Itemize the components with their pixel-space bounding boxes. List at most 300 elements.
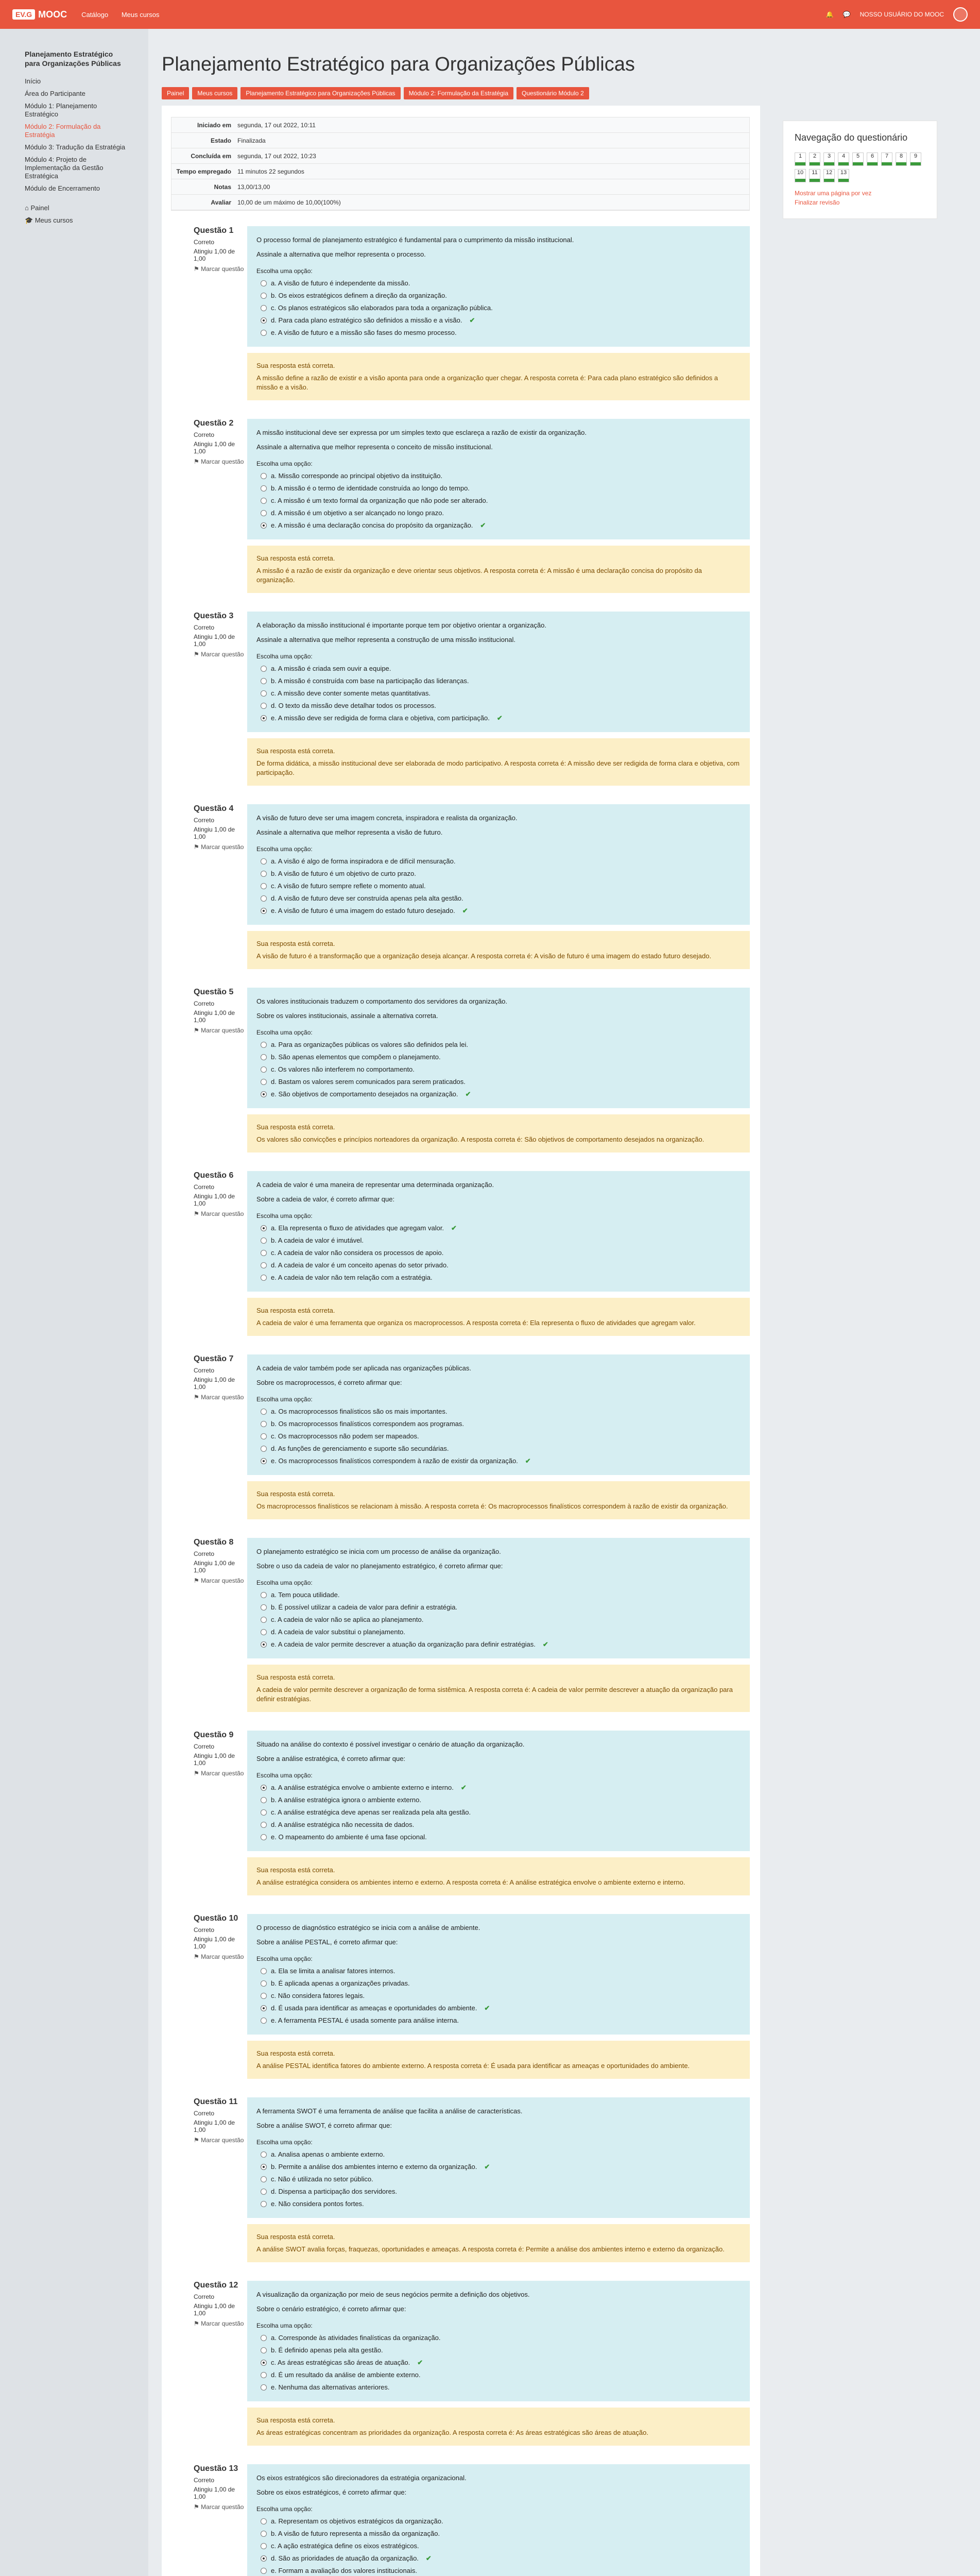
question-text-box bbox=[247, 1914, 750, 2035]
question-text-box bbox=[247, 226, 750, 347]
answer-option[interactable] bbox=[256, 1236, 741, 1245]
answer-option[interactable] bbox=[256, 1077, 741, 1087]
question-nav-cell[interactable] bbox=[910, 152, 921, 166]
flag-question[interactable]: ⚑ Marcar questão bbox=[194, 2320, 244, 2327]
flag-question[interactable]: ⚑ Marcar questão bbox=[194, 458, 244, 465]
radio-button[interactable] bbox=[261, 1980, 267, 1987]
radio-button[interactable] bbox=[261, 510, 267, 516]
question-text: Os valores institucionais traduzem o comportamento dos servidores da organização. bbox=[256, 997, 508, 1005]
answer-option[interactable] bbox=[256, 1590, 741, 1600]
radio-button[interactable] bbox=[261, 317, 267, 324]
answer-option[interactable] bbox=[256, 906, 741, 916]
radio-button[interactable] bbox=[261, 305, 267, 311]
radio-button[interactable] bbox=[261, 522, 267, 529]
flag-question[interactable]: ⚑ Marcar questão bbox=[194, 651, 244, 658]
radio-button[interactable] bbox=[261, 2176, 267, 2182]
feedback-heading: Sua resposta está correta. bbox=[256, 1673, 335, 1681]
answer-option[interactable] bbox=[256, 2358, 741, 2367]
radio-button[interactable] bbox=[261, 1421, 267, 1427]
answer-option[interactable] bbox=[256, 1979, 741, 1988]
sidebar-item-modulo1[interactable]: Módulo 1: Planejamento Estratégico bbox=[25, 102, 97, 118]
radio-button[interactable] bbox=[261, 2543, 267, 2549]
radio-button[interactable] bbox=[261, 1433, 267, 1439]
avatar[interactable] bbox=[953, 7, 968, 22]
option-label: e. A ferramenta PESTAL é usada somente para análise interna. bbox=[271, 2016, 459, 2024]
question-status: Correto bbox=[194, 1367, 215, 1374]
radio-button[interactable] bbox=[261, 715, 267, 721]
answer-option[interactable] bbox=[256, 1640, 741, 1649]
question-text-box bbox=[247, 1731, 750, 1851]
radio-button[interactable] bbox=[261, 473, 267, 479]
flag-question[interactable]: ⚑ Marcar questão bbox=[194, 1394, 244, 1401]
nav-meus-cursos[interactable]: Meus cursos bbox=[121, 10, 160, 19]
radio-button[interactable] bbox=[261, 2335, 267, 2341]
radio-button[interactable] bbox=[261, 1054, 267, 1060]
answer-option[interactable] bbox=[256, 1053, 741, 1062]
option-label: a. Corresponde às atividades finalísticas da organização. bbox=[271, 2334, 441, 2342]
sidebar-item-modulo2[interactable]: Módulo 2: Formulação da Estratégia bbox=[25, 123, 101, 139]
question-body bbox=[247, 988, 750, 1153]
sidebar-item-meus-cursos[interactable]: 🎓 Meus cursos bbox=[25, 216, 73, 224]
option-label: a. Missão corresponde ao principal objetivo da instituição. bbox=[271, 472, 443, 480]
flag-question[interactable]: ⚑ Marcar questão bbox=[194, 2137, 244, 2144]
check-icon: ✔ bbox=[484, 2004, 490, 2012]
radio-button[interactable] bbox=[261, 1262, 267, 1268]
answer-option[interactable] bbox=[256, 1273, 741, 1282]
flag-question[interactable]: ⚑ Marcar questão bbox=[194, 1770, 244, 1777]
question-text: O processo de diagnóstico estratégico se inicia com a análise de ambiente. bbox=[256, 1924, 480, 1931]
choose-option-label: Escolha uma opção: bbox=[256, 1212, 313, 1219]
answer-option[interactable] bbox=[256, 1628, 741, 1637]
flag-question[interactable]: ⚑ Marcar questão bbox=[194, 1210, 244, 1217]
radio-button[interactable] bbox=[261, 678, 267, 684]
option-label: d. É usada para identificar as ameaças e oportunidades do ambiente. bbox=[271, 2004, 477, 2012]
radio-button[interactable] bbox=[261, 2201, 267, 2207]
option-label: b. É possível utilizar a cadeia de valor para definir a estratégia. bbox=[271, 1603, 458, 1611]
radio-button[interactable] bbox=[261, 2518, 267, 2524]
answer-option[interactable] bbox=[256, 1065, 741, 1074]
answer-option[interactable] bbox=[256, 471, 741, 481]
correct-indicator bbox=[795, 179, 805, 182]
radio-button[interactable] bbox=[261, 666, 267, 672]
radio-button[interactable] bbox=[261, 1446, 267, 1452]
radio-button[interactable] bbox=[261, 1066, 267, 1073]
breadcrumb bbox=[162, 87, 976, 99]
question-status: Correto bbox=[194, 2477, 215, 2484]
radio-button[interactable] bbox=[261, 2372, 267, 2378]
correct-indicator bbox=[896, 162, 906, 165]
question-status: Correto bbox=[194, 1926, 215, 1934]
answer-option[interactable] bbox=[256, 279, 741, 288]
summary-value: segunda, 17 out 2022, 10:23 bbox=[237, 152, 316, 160]
answer-option[interactable] bbox=[256, 1090, 741, 1099]
radio-button[interactable] bbox=[261, 2164, 267, 2170]
choose-option-label: Escolha uma opção: bbox=[256, 2322, 313, 2329]
question-nav-cell[interactable] bbox=[867, 152, 878, 166]
question-body bbox=[247, 2097, 750, 2262]
finish-review-link[interactable]: Finalizar revisão bbox=[795, 199, 840, 206]
question-nav-cell[interactable] bbox=[795, 169, 806, 182]
radio-button[interactable] bbox=[261, 1042, 267, 1048]
question-grid bbox=[795, 152, 925, 182]
correct-indicator bbox=[867, 162, 878, 165]
option-label: c. A cadeia de valor não considera os processos de apoio. bbox=[271, 1249, 444, 1257]
answer-option[interactable] bbox=[256, 1808, 741, 1817]
question-nav-cell[interactable] bbox=[896, 152, 907, 166]
answer-option[interactable] bbox=[256, 2187, 741, 2196]
user-area bbox=[826, 7, 968, 22]
answer-option[interactable] bbox=[256, 521, 741, 530]
question-nav-number: 13 bbox=[840, 170, 847, 176]
question-block bbox=[171, 1731, 751, 1895]
radio-button[interactable] bbox=[261, 1822, 267, 1828]
answer-option[interactable] bbox=[256, 2566, 741, 2575]
answer-option[interactable] bbox=[256, 1833, 741, 1842]
summary-key: Concluída em bbox=[191, 152, 231, 160]
sidebar-item-modulo3[interactable]: Módulo 3: Tradução da Estratégia bbox=[25, 143, 126, 151]
option-label: a. Os macroprocessos finalísticos são os mais importantes. bbox=[271, 1408, 448, 1415]
answer-option[interactable] bbox=[256, 714, 741, 723]
answer-option[interactable] bbox=[256, 894, 741, 903]
question-instruction: Assinale a alternativa que melhor representa o conceito de missão institucional. bbox=[256, 443, 493, 451]
question-points: Atingiu 1,00 de 1,00 bbox=[194, 1009, 235, 1024]
option-label: c. A missão deve conter somente metas quantitativas. bbox=[271, 689, 431, 697]
flag-question[interactable]: ⚑ Marcar questão bbox=[194, 265, 244, 273]
radio-button[interactable] bbox=[261, 871, 267, 877]
question-points: Atingiu 1,00 de 1,00 bbox=[194, 1193, 235, 1207]
answer-option[interactable] bbox=[256, 2517, 741, 2526]
feedback-heading: Sua resposta está correta. bbox=[256, 1866, 335, 1874]
option-label: e. São objetivos de comportamento desejados na organização. bbox=[271, 1090, 458, 1098]
answer-option[interactable] bbox=[256, 2016, 741, 2025]
question-nav-cell[interactable] bbox=[823, 169, 835, 182]
correct-indicator bbox=[810, 162, 820, 165]
question-nav-cell[interactable] bbox=[838, 152, 849, 166]
answer-option[interactable] bbox=[256, 2004, 741, 2013]
answer-option[interactable] bbox=[256, 2175, 741, 2184]
question-nav-cell[interactable] bbox=[795, 152, 806, 166]
radio-button[interactable] bbox=[261, 1604, 267, 1611]
crumb-meus-cursos[interactable]: Meus cursos bbox=[192, 87, 237, 99]
question-block bbox=[171, 612, 751, 786]
option-label: c. Os valores não interferem no comportamento. bbox=[271, 1065, 415, 1073]
radio-button[interactable] bbox=[261, 1238, 267, 1244]
crumb-modulo[interactable]: Módulo 2: Formulação da Estratégia bbox=[404, 87, 513, 99]
chat-icon[interactable]: 💬 bbox=[843, 11, 851, 18]
summary-value: 11 minutos 22 segundos bbox=[237, 167, 304, 175]
page-title: Planejamento Estratégico para Organizações Públicas bbox=[162, 54, 635, 75]
answer-option[interactable] bbox=[256, 2541, 741, 2551]
question-instruction: Sobre o cenário estratégico, é correto afirmar que: bbox=[256, 2305, 406, 2313]
question-body bbox=[247, 1731, 750, 1895]
check-icon: ✔ bbox=[525, 1457, 531, 1465]
question-body bbox=[247, 2281, 750, 2446]
radio-button[interactable] bbox=[261, 1458, 267, 1464]
radio-button[interactable] bbox=[261, 1250, 267, 1256]
answer-option[interactable] bbox=[256, 496, 741, 505]
question-points: Atingiu 1,00 de 1,00 bbox=[194, 2302, 235, 2317]
question-nav-cell[interactable] bbox=[809, 152, 820, 166]
answer-option[interactable] bbox=[256, 291, 741, 300]
summary-value: 10,00 de um máximo de 10,00(100%) bbox=[237, 198, 341, 206]
check-icon: ✔ bbox=[469, 316, 475, 324]
summary-row bbox=[171, 164, 749, 179]
choose-option-label: Escolha uma opção: bbox=[256, 1955, 313, 1962]
flag-question[interactable]: ⚑ Marcar questão bbox=[194, 1027, 244, 1034]
question-info bbox=[171, 419, 247, 593]
option-label: c. Não considera fatores legais. bbox=[271, 1992, 365, 1999]
radio-button[interactable] bbox=[261, 2018, 267, 2024]
question-info bbox=[171, 804, 247, 969]
crumb-questionario[interactable]: Questionário Módulo 2 bbox=[517, 87, 589, 99]
radio-button[interactable] bbox=[261, 1809, 267, 1816]
answer-option[interactable] bbox=[256, 509, 741, 518]
answer-option[interactable] bbox=[256, 2333, 741, 2343]
user-name[interactable]: NOSSO USUÁRIO DO MOOC bbox=[859, 11, 944, 18]
option-label: c. A visão de futuro sempre reflete o momento atual. bbox=[271, 882, 426, 890]
sidebar-item-modulo4[interactable]: Módulo 4: Projeto de Implementação da Gestão Estratégica bbox=[25, 156, 104, 180]
radio-button[interactable] bbox=[261, 1785, 267, 1791]
crumb-painel[interactable]: Painel bbox=[162, 87, 189, 99]
question-status: Correto bbox=[194, 2110, 215, 2117]
answer-option[interactable] bbox=[256, 1603, 741, 1612]
check-icon: ✔ bbox=[425, 2554, 432, 2562]
question-body bbox=[247, 1354, 750, 1519]
option-label: d. São as prioridades de atuação da organização. bbox=[271, 2554, 419, 2562]
sidebar-item-area[interactable]: Área do Participante bbox=[25, 90, 85, 97]
question-number: Questão 10 bbox=[194, 1914, 238, 1923]
answer-option[interactable] bbox=[256, 2150, 741, 2159]
question-nav-cell[interactable] bbox=[881, 152, 892, 166]
question-instruction: Sobre a análise estratégica, é correto afirmar que: bbox=[256, 1755, 406, 1762]
bell-icon[interactable]: 🔔 bbox=[826, 11, 834, 18]
question-block bbox=[171, 988, 751, 1153]
answer-option[interactable] bbox=[256, 1419, 741, 1429]
check-icon: ✔ bbox=[484, 2163, 490, 2171]
flag-label: Marcar questão bbox=[201, 2320, 244, 2327]
answer-option[interactable] bbox=[256, 1456, 741, 1466]
flag-question[interactable]: ⚑ Marcar questão bbox=[194, 2503, 244, 2511]
radio-button[interactable] bbox=[261, 2005, 267, 2011]
flag-question[interactable]: ⚑ Marcar questão bbox=[194, 1953, 244, 1960]
radio-button[interactable] bbox=[261, 1641, 267, 1648]
question-info bbox=[171, 2464, 247, 2576]
question-text-box bbox=[247, 419, 750, 539]
answer-option[interactable] bbox=[256, 1444, 741, 1453]
answer-option[interactable] bbox=[256, 1432, 741, 1441]
option-label: e. Não considera pontos fortes. bbox=[271, 2200, 364, 2208]
feedback-box bbox=[247, 1114, 750, 1153]
summary-row bbox=[171, 148, 749, 164]
answer-option[interactable] bbox=[256, 1261, 741, 1270]
radio-button[interactable] bbox=[261, 1617, 267, 1623]
choose-option-label: Escolha uma opção: bbox=[256, 460, 313, 467]
answer-option[interactable] bbox=[256, 664, 741, 673]
answer-option[interactable] bbox=[256, 1040, 741, 1049]
radio-button[interactable] bbox=[261, 2360, 267, 2366]
option-label: a. A análise estratégica envolve o ambiente externo e interno. bbox=[271, 1784, 454, 1791]
question-number: Questão 8 bbox=[194, 1538, 234, 1547]
correct-indicator bbox=[838, 179, 849, 182]
option-label: a. Tem pouca utilidade. bbox=[271, 1591, 340, 1599]
question-text: A elaboração da missão institucional é importante porque tem por objetivo orientar a organização. bbox=[256, 621, 546, 629]
radio-button[interactable] bbox=[261, 1091, 267, 1097]
radio-button[interactable] bbox=[261, 293, 267, 299]
question-nav-cell[interactable] bbox=[809, 169, 820, 182]
correct-indicator bbox=[882, 162, 892, 165]
question-nav-cell[interactable] bbox=[852, 152, 864, 166]
radio-button[interactable] bbox=[261, 330, 267, 336]
feedback-text: Os macroprocessos finalísticos se relacionam à missão. A resposta correta é: Os macroprocessos finalísticos correspondem à razão de existir da organização. bbox=[256, 1502, 728, 1510]
answer-option[interactable] bbox=[256, 1224, 741, 1233]
radio-button[interactable] bbox=[261, 1834, 267, 1840]
radio-button[interactable] bbox=[261, 703, 267, 709]
option-label: c. Não é utilizada no setor público. bbox=[271, 2175, 373, 2183]
crumb-curso[interactable]: Planejamento Estratégico para Organizações Públicas bbox=[240, 87, 400, 99]
radio-button[interactable] bbox=[261, 908, 267, 914]
answer-option[interactable] bbox=[256, 1248, 741, 1258]
flag-question[interactable]: ⚑ Marcar questão bbox=[194, 843, 244, 851]
radio-button[interactable] bbox=[261, 1968, 267, 1974]
meus-cursos-label: Meus cursos bbox=[35, 216, 73, 224]
radio-button[interactable] bbox=[261, 2568, 267, 2574]
question-block bbox=[171, 1538, 751, 1712]
radio-button[interactable] bbox=[261, 1592, 267, 1598]
question-info bbox=[171, 2281, 247, 2446]
radio-button[interactable] bbox=[261, 1275, 267, 1281]
option-label: e. Formam a avaliação dos valores institucionais. bbox=[271, 2567, 417, 2574]
sidebar-item-painel[interactable]: ⌂ Painel bbox=[25, 204, 49, 212]
summary-value: 13,00/13,00 bbox=[237, 183, 270, 191]
option-label: a. Representam os objetivos estratégicos da organização. bbox=[271, 2517, 443, 2525]
answer-option[interactable] bbox=[256, 316, 741, 325]
choose-option-label: Escolha uma opção: bbox=[256, 1396, 313, 1403]
question-status: Correto bbox=[194, 817, 215, 824]
summary-row bbox=[171, 179, 749, 195]
radio-button[interactable] bbox=[261, 498, 267, 504]
answer-option[interactable] bbox=[256, 1991, 741, 2001]
option-label: c. Os planos estratégicos são elaborados para toda a organização pública. bbox=[271, 304, 493, 312]
answer-option[interactable] bbox=[256, 676, 741, 686]
summary-row bbox=[171, 117, 749, 133]
question-text-box bbox=[247, 1171, 750, 1292]
question-status: Correto bbox=[194, 431, 215, 438]
radio-button[interactable] bbox=[261, 280, 267, 286]
answer-option[interactable] bbox=[256, 2554, 741, 2563]
correct-indicator bbox=[824, 179, 834, 182]
option-label: c. A ação estratégica define os eixos estratégicos. bbox=[271, 2542, 419, 2550]
question-nav-cell[interactable] bbox=[838, 169, 849, 182]
flag-label: Marcar questão bbox=[201, 1770, 244, 1777]
radio-button[interactable] bbox=[261, 1409, 267, 1415]
main-content bbox=[152, 29, 976, 2576]
radio-button[interactable] bbox=[261, 1629, 267, 1635]
question-nav-number: 7 bbox=[885, 153, 889, 159]
question-nav-number: 4 bbox=[841, 153, 846, 159]
radio-button[interactable] bbox=[261, 2555, 267, 2562]
answer-option[interactable] bbox=[256, 2199, 741, 2209]
answer-option[interactable] bbox=[256, 1967, 741, 1976]
flag-label: Marcar questão bbox=[201, 651, 244, 658]
answer-option[interactable] bbox=[256, 2162, 741, 2172]
answer-option[interactable] bbox=[256, 484, 741, 493]
sidebar-item-encerramento[interactable]: Módulo de Encerramento bbox=[25, 184, 100, 192]
show-one-page-link[interactable]: Mostrar uma página por vez bbox=[795, 190, 872, 197]
nav-catalogo[interactable]: Catálogo bbox=[81, 10, 109, 19]
answer-option[interactable] bbox=[256, 328, 741, 337]
radio-button[interactable] bbox=[261, 2151, 267, 2158]
radio-button[interactable] bbox=[261, 2189, 267, 2195]
radio-button[interactable] bbox=[261, 1225, 267, 1231]
summary-key: Estado bbox=[210, 137, 231, 144]
question-number: Questão 1 bbox=[194, 226, 234, 235]
question-block bbox=[171, 1914, 751, 2079]
answer-option[interactable] bbox=[256, 857, 741, 866]
question-text: O processo formal de planejamento estratégico é fundamental para o cumprimento da missão institucional. bbox=[256, 236, 574, 244]
option-label: b. São apenas elementos que compõem o planejamento. bbox=[271, 1053, 441, 1061]
answer-option[interactable] bbox=[256, 1795, 741, 1805]
radio-button[interactable] bbox=[261, 895, 267, 902]
question-info bbox=[171, 1914, 247, 2079]
question-text: A ferramenta SWOT é uma ferramenta de análise que facilita a análise de características. bbox=[256, 2107, 523, 2115]
radio-button[interactable] bbox=[261, 2384, 267, 2391]
radio-button[interactable] bbox=[261, 1993, 267, 1999]
option-label: e. Nenhuma das alternativas anteriores. bbox=[271, 2383, 390, 2391]
flag-question[interactable]: ⚑ Marcar questão bbox=[194, 1577, 244, 1584]
check-icon: ✔ bbox=[496, 714, 503, 722]
question-nav-cell[interactable] bbox=[823, 152, 835, 166]
question-nav-number: 12 bbox=[826, 170, 833, 176]
question-block bbox=[171, 2281, 751, 2446]
radio-button[interactable] bbox=[261, 690, 267, 697]
answer-option[interactable] bbox=[256, 2370, 741, 2380]
question-number: Questão 2 bbox=[194, 419, 234, 428]
radio-button[interactable] bbox=[261, 1797, 267, 1803]
radio-button[interactable] bbox=[261, 1079, 267, 1085]
radio-button[interactable] bbox=[261, 883, 267, 889]
answer-option[interactable] bbox=[256, 2346, 741, 2355]
answer-option[interactable] bbox=[256, 1820, 741, 1829]
option-label: a. A visão é algo de forma inspiradora e de difícil mensuração. bbox=[271, 857, 456, 865]
radio-button[interactable] bbox=[261, 485, 267, 492]
answer-option[interactable] bbox=[256, 1783, 741, 1792]
answer-option[interactable] bbox=[256, 2383, 741, 2392]
question-text: A missão institucional deve ser expressa por um simples texto que esclareça a razão de existir da organização. bbox=[256, 429, 587, 436]
answer-option[interactable] bbox=[256, 303, 741, 313]
answer-option[interactable] bbox=[256, 689, 741, 698]
logo[interactable] bbox=[12, 9, 67, 20]
sidebar-item-inicio[interactable]: Início bbox=[25, 77, 41, 85]
question-body bbox=[247, 226, 750, 400]
answer-option[interactable] bbox=[256, 701, 741, 710]
question-info bbox=[171, 612, 247, 786]
radio-button[interactable] bbox=[261, 2531, 267, 2537]
question-block bbox=[171, 2464, 751, 2576]
answer-option[interactable] bbox=[256, 869, 741, 878]
option-label: d. Para cada plano estratégico são definidos a missão e a visão. bbox=[271, 316, 462, 324]
question-block bbox=[171, 226, 751, 400]
radio-button[interactable] bbox=[261, 2347, 267, 2353]
answer-option[interactable] bbox=[256, 2529, 741, 2538]
question-points: Atingiu 1,00 de 1,00 bbox=[194, 440, 235, 455]
answer-option[interactable] bbox=[256, 882, 741, 891]
sidebar-course-title[interactable]: Planejamento Estratégico para Organizações Públicas bbox=[25, 50, 121, 67]
answer-option[interactable] bbox=[256, 1407, 741, 1416]
option-label: c. A missão é um texto formal da organização que não pode ser alterado. bbox=[271, 497, 488, 504]
option-label: e. Os macroprocessos finalísticos correspondem à razão de existir da organização. bbox=[271, 1457, 518, 1465]
answer-option[interactable] bbox=[256, 1615, 741, 1624]
radio-button[interactable] bbox=[261, 858, 267, 865]
